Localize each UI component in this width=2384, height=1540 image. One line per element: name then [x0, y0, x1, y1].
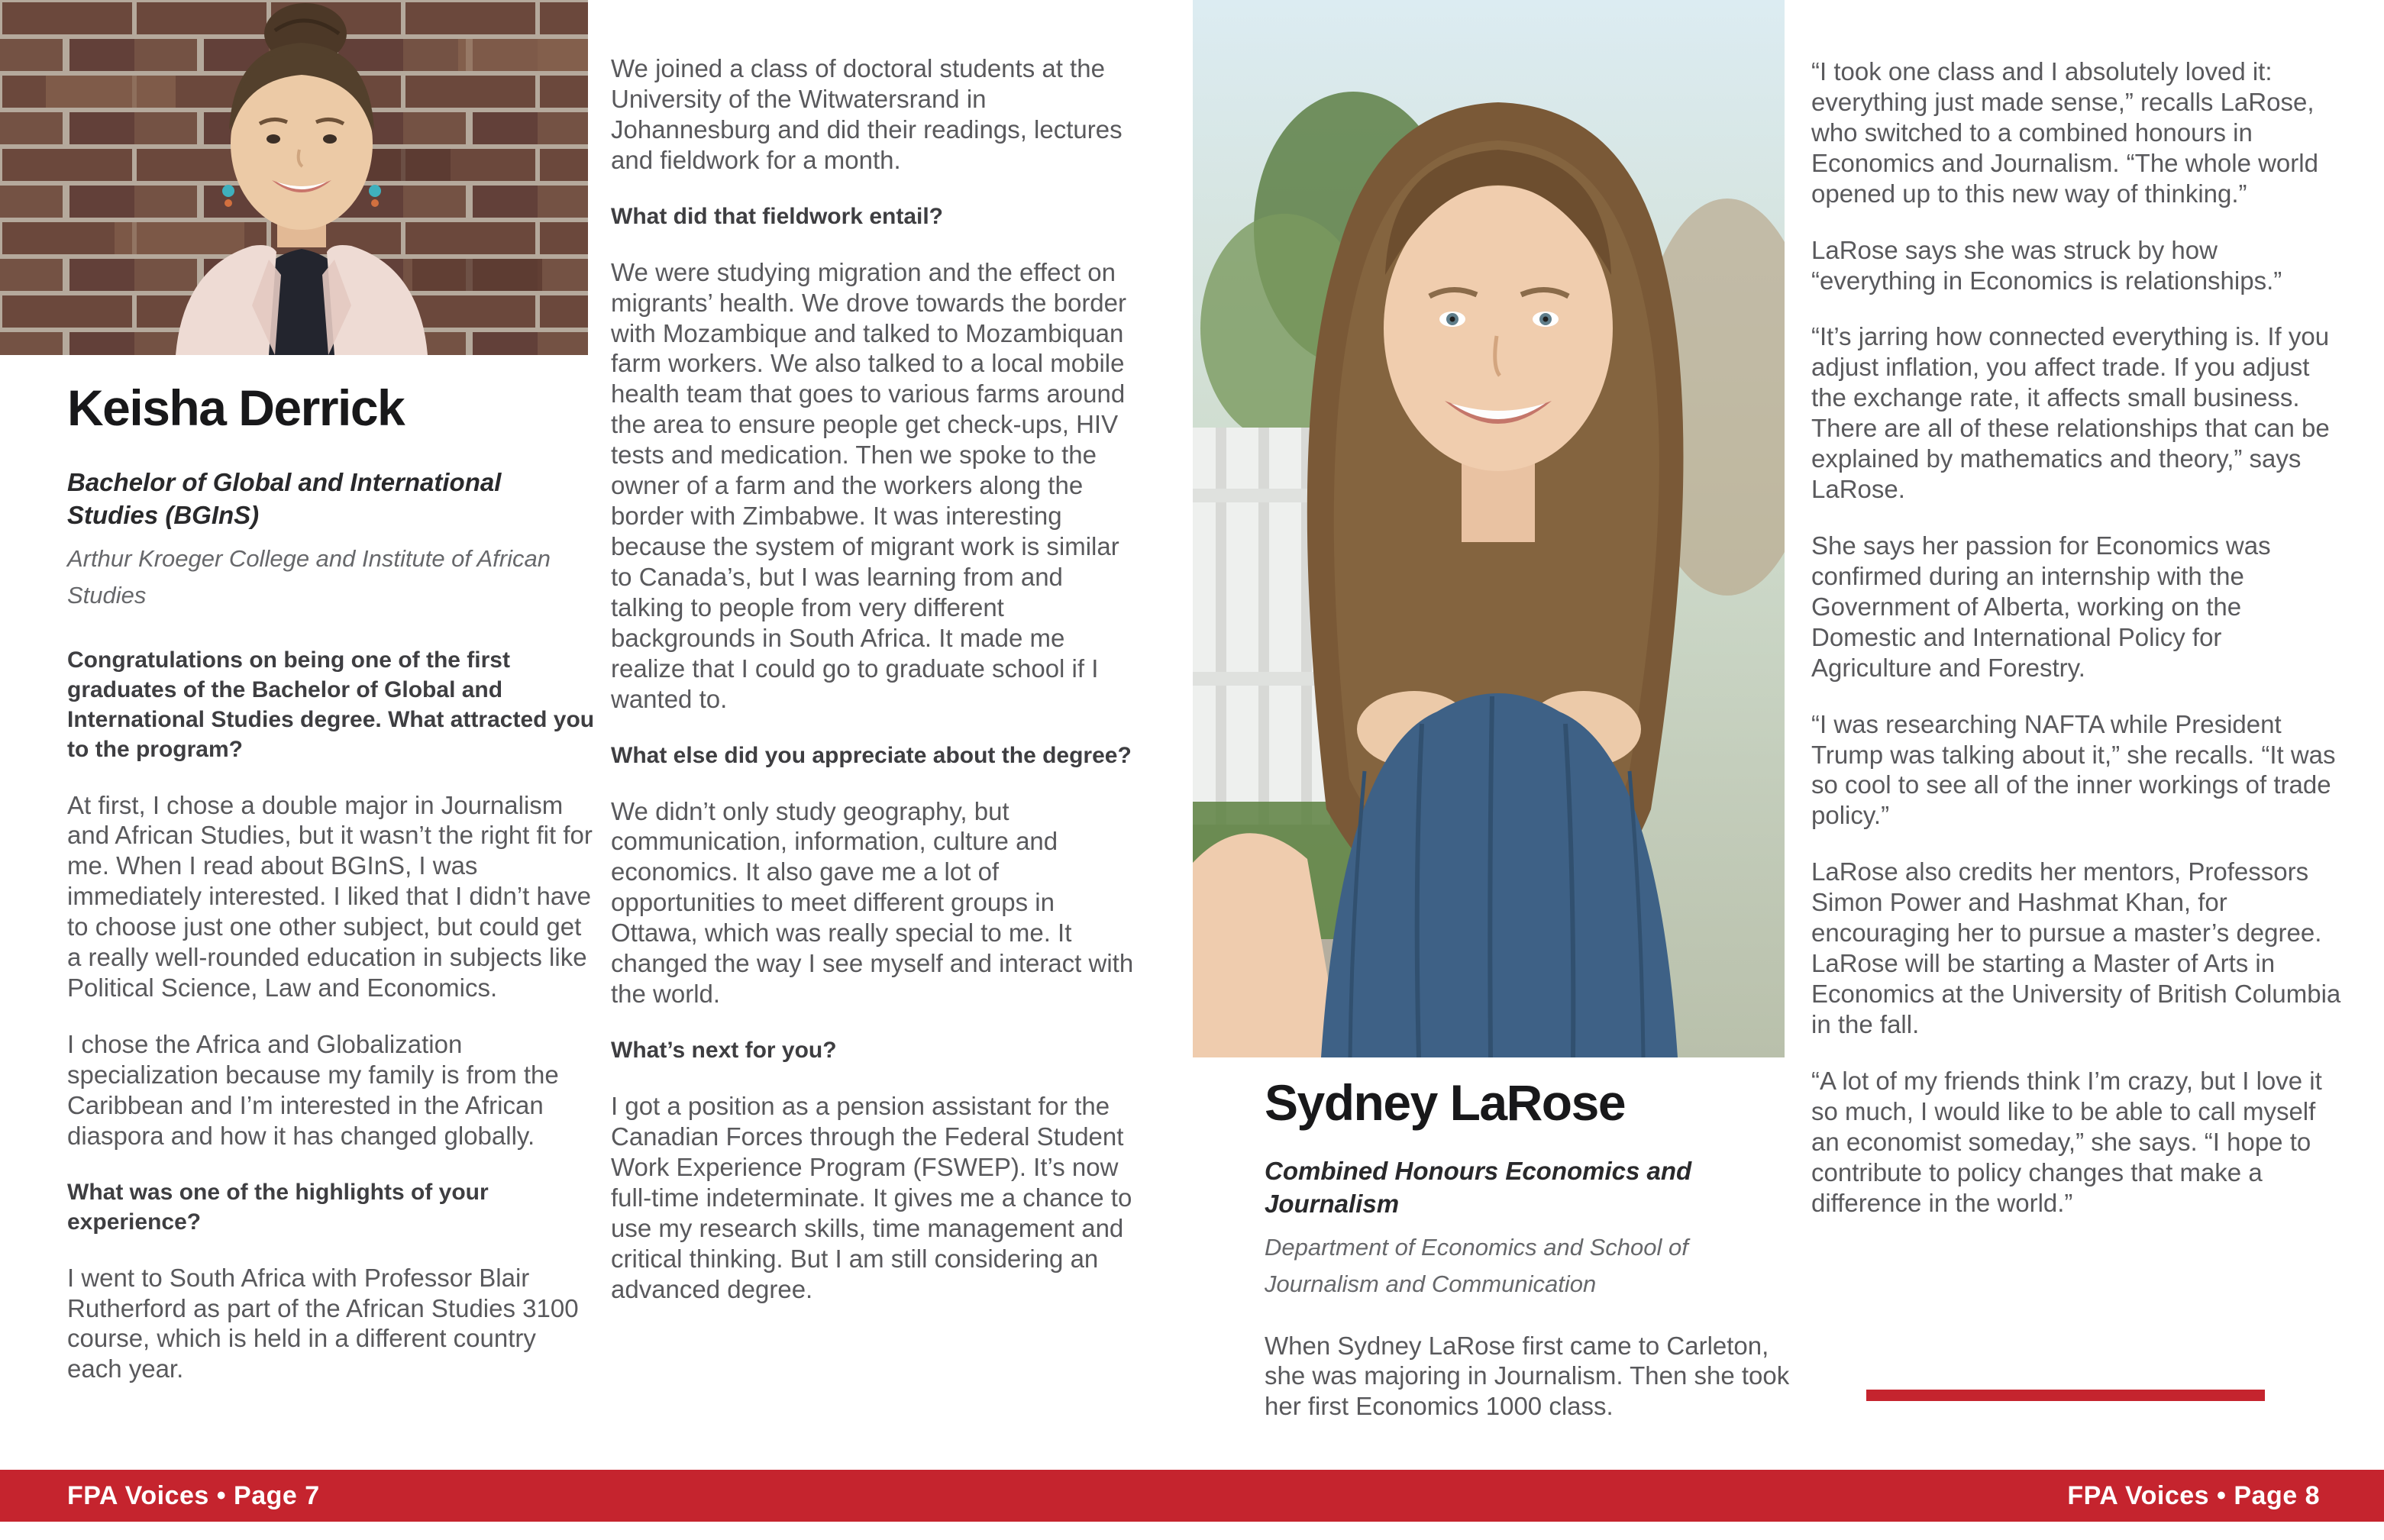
answer-program-p1: At first, I chose a double major in Journalism and African Studies, but it wasn’t the right fit for me. When I read about BGInS, I was immediately interested. I liked that I didn’t have to choose just one other subject, but could get a really well-rounded education in subjects like Political Science, Law and Economics. — [67, 790, 593, 1002]
right-eye — [323, 134, 337, 144]
sydney-figure — [1307, 102, 1684, 1057]
question-fieldwork: What did that fieldwork entail? — [611, 203, 943, 229]
answer-highlights: I went to South Africa with Professor Blair Rutherford as part of the African Studies 3100 course, which is held in a different country each year. — [67, 1263, 579, 1383]
footer-bar — [0, 1470, 2384, 1522]
answer-degree: We didn’t only study geography, but communication, information, culture and economics. It also gave me a lot of opportunities to meet different groups in Ottawa, which was really special to me. It changed the way I see myself and interact with the world. — [611, 796, 1134, 1009]
profile2-intro: When Sydney LaRose first came to Carleton, she was majoring in Journalism. Then she took her first Economics 1000 class. — [1265, 1331, 1790, 1421]
keisha-photo — [0, 0, 588, 355]
question-program: Congratulations on being one of the first graduates of the Bachelor of Global and International Studies degree. What attracted you to the program? — [67, 647, 595, 762]
profile2-degree: Combined Honours Economics and Journalism — [1265, 1156, 1692, 1218]
profile2-name: Sydney LaRose — [1265, 1074, 1626, 1131]
answer-program-p2: I chose the Africa and Globalization specialization because my family is from the Caribbean and I’m interested in the African diaspora and how it has changed globally. — [67, 1029, 559, 1150]
sydney-column — [1265, 1074, 1794, 1448]
left-eye — [267, 134, 280, 144]
face — [1384, 186, 1613, 471]
keisha-portrait-illustration — [0, 0, 588, 355]
profile1-affiliation: Arthur Kroeger College and Institute of African Studies — [67, 545, 551, 609]
continued-p1: We joined a class of doctoral students at the University of the Witwatersrand in Johannesburg and did their readings, lectures and fieldwork for a month. — [611, 54, 1123, 174]
quote-p6: LaRose also credits her mentors, Professors Simon Power and Hashmat Khan, for encouraging her to pursue a master’s degree. LaRose will be starting a Master of Arts in Economics at the University of British Columbia in the fall. — [1811, 857, 2341, 1038]
red-divider-rule — [1866, 1390, 2265, 1401]
profile2-affiliation: Department of Economics and School of Journalism and Communication — [1265, 1234, 1688, 1298]
answer-next: I got a position as a pension assistant for the Canadian Forces through the Federal Student Work Experience Program (FSWEP). It’s now full-time indeterminate. It gives me a chance to use my research skills, time management and critical thinking. But I am still considering an advanced degree. — [611, 1091, 1132, 1303]
sydney-photo — [1193, 0, 1785, 1057]
sydney-portrait-illustration — [1193, 0, 1785, 1057]
profile1-name: Keisha Derrick — [67, 379, 405, 436]
sydney-quotes-column — [1811, 56, 2346, 1244]
footer-page-8-label: FPA Voices • Page 8 — [2067, 1481, 2320, 1510]
question-next: What’s next for you? — [611, 1037, 837, 1063]
question-degree: What else did you appreciate about the degree? — [611, 742, 1132, 768]
quote-p3: “It’s jarring how connected everything is. If you adjust inflation, you affect trade. If you adjust the exchange rate, it affects small business. There are all of these relationships that can be explained by mathematics and theory,” says LaRose. — [1811, 322, 2330, 504]
question-highlights: What was one of the highlights of your experience? — [67, 1179, 489, 1235]
quote-p7: “A lot of my friends think I’m crazy, but I love it so much, I would like to be able to call myself an economist someday,” she says. “I hope to contribute to policy changes that make a difference in the world.” — [1811, 1066, 2322, 1217]
quote-p4: She says her passion for Economics was confirmed during an internship with the Government of Alberta, working on the Domestic and International Policy for Agriculture and Forestry. — [1811, 531, 2271, 682]
quote-p5: “I was researching NAFTA while President Trump was talking about it,” she recalls. “It was so cool to see all of the inner workings of trade policy.” — [1811, 709, 2336, 830]
quote-p2: LaRose says she was struck by how “everything in Economics is relationships.” — [1811, 235, 2282, 295]
keisha-continued-column — [611, 53, 1141, 1330]
keisha-column — [67, 379, 597, 1410]
footer-page-7-label: FPA Voices • Page 7 — [67, 1481, 320, 1510]
answer-fieldwork: We were studying migration and the effect on migrants’ health. We drove towards the border with Mozambique and talked to Mozambiquan farm workers. We also talked to a local mobile health team that goes to various farms around the area to ensure people get check-ups, HIV tests and medication. Then we spoke to the owner of a farm and the workers along the border with Zimbabwe. It was interesting because the system of migrant work is similar to Canada’s, but I was learning from and talking to people from very different backgrounds in South Africa. It made me realize that I could go to graduate school if I wanted to. — [611, 257, 1127, 713]
profile1-degree: Bachelor of Global and International Studies (BGInS) — [67, 467, 502, 529]
quote-p1: “I took one class and I absolutely loved it: everything just made sense,” recalls LaRose, who switched to a combined honours in Economics and Journalism. “The whole world opened up to this new way of thinking.” — [1811, 57, 2318, 208]
